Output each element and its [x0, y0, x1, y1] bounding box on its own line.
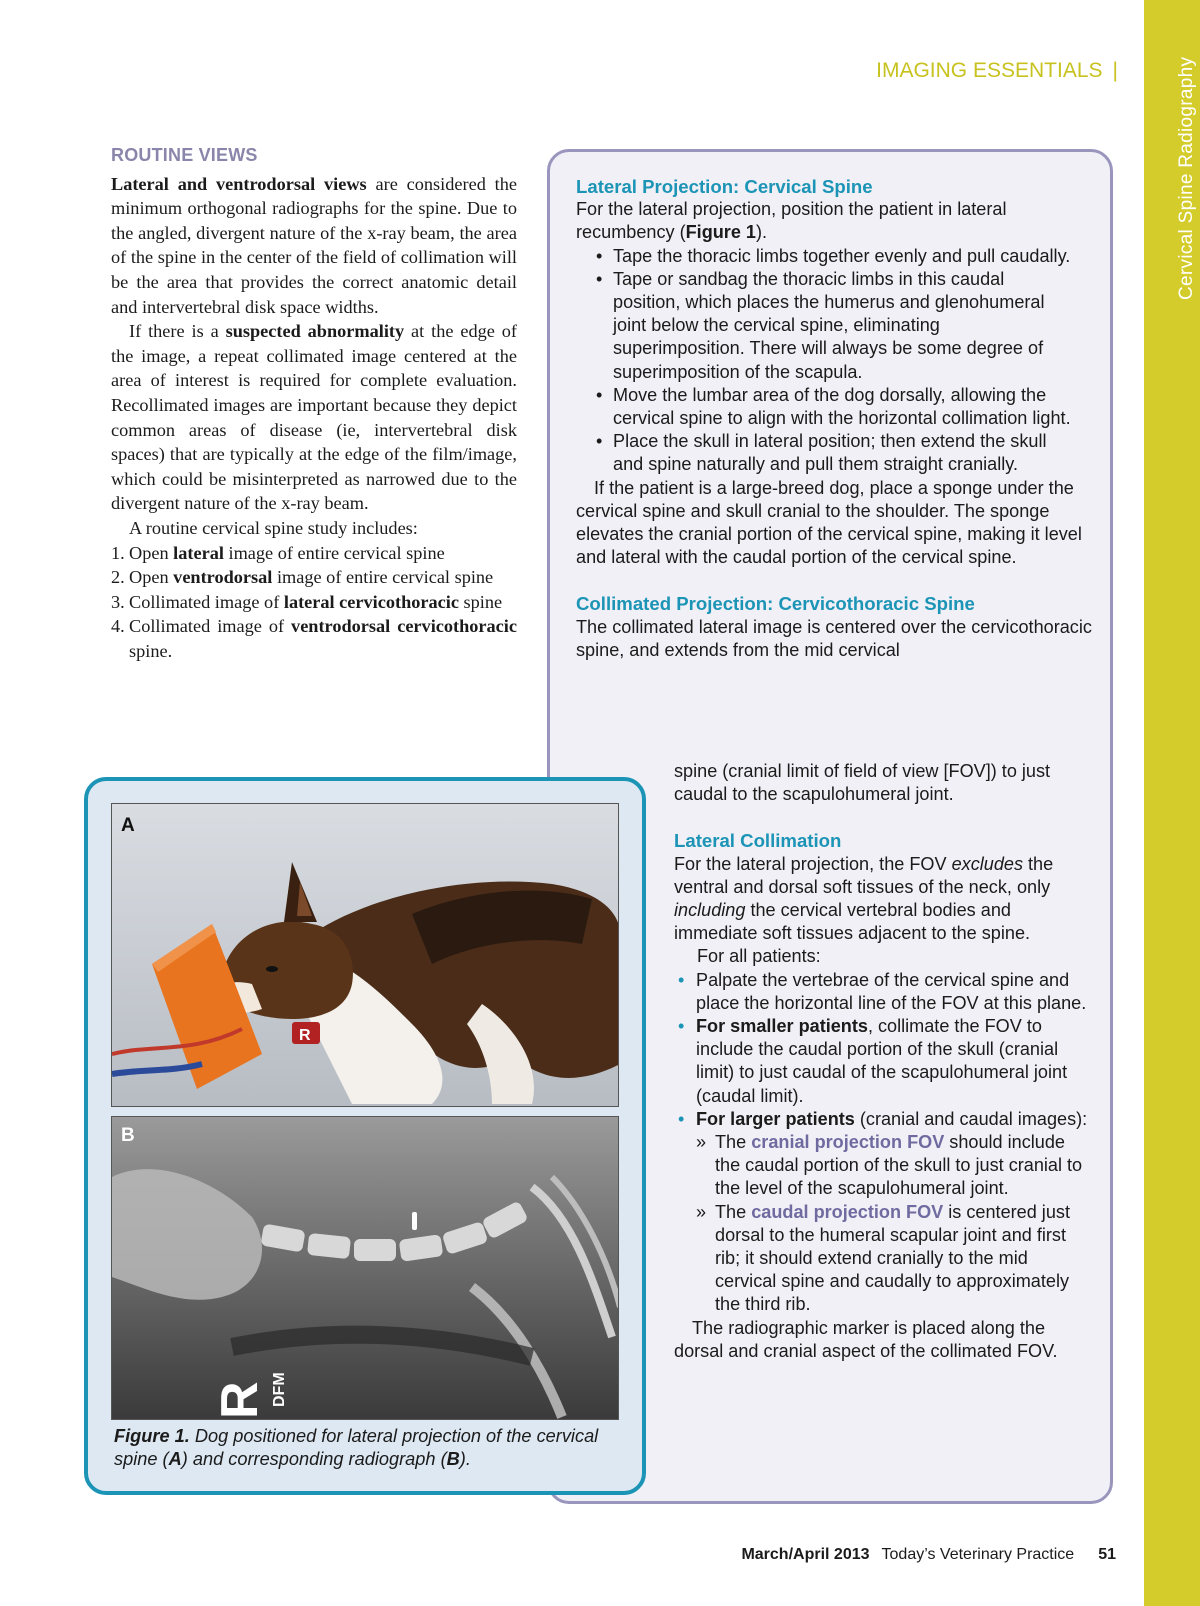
bullet-dot: • [678, 1016, 685, 1037]
list-text [129, 614, 517, 663]
text-run: the ventral and dorsal soft tissues of the neck, only [674, 853, 1054, 897]
spacer [674, 806, 1094, 829]
sub-bullet-item [696, 1201, 1094, 1317]
bullet-text: Move the lumbar area of the dog dorsally, allowing the cervical spine to align with the horizontal collimation light. [613, 384, 1071, 429]
emphasis: excludes [951, 853, 1023, 874]
figure-caption [114, 1425, 619, 1471]
paragraph [674, 853, 1094, 946]
text-run: For the lateral projection, the FOV [674, 853, 952, 874]
paragraph: The radiographic marker is placed along the dorsal and cranial aspect of the collimated FOV. [674, 1317, 1058, 1361]
bold-term: For larger patients [696, 1108, 855, 1129]
dog-photo-illustration [112, 804, 619, 1107]
subheading-lateral-collimation: Lateral Collimation [674, 830, 842, 852]
panel-label-b: B [121, 1125, 135, 1146]
caption-text: ) and corresponding radiograph ( [181, 1449, 447, 1469]
paragraph-continued: spine (cranial limit of field of view [FOV]) to just caudal to the scapulohumeral joint. [674, 761, 1051, 805]
sub-bullet-marker: » [696, 1132, 707, 1153]
paragraph [576, 198, 1096, 244]
figure-reference: Figure 1 [685, 222, 756, 243]
subheading-lateral-projection: Lateral Projection: Cervical Spine [576, 176, 873, 197]
text-run: Collimated image of [129, 591, 284, 612]
text-run: spine [458, 591, 503, 612]
text-run: is centered just dorsal to the humeral scapular joint and first rib; it should extend cranially to the mid cervical spine and caudally to approximately the third rib. [715, 1201, 1070, 1315]
sub-bullet-marker: » [696, 1201, 707, 1222]
text-run: image of entire cervical spine [223, 542, 445, 563]
list-number: 4. [111, 616, 125, 637]
bullet-dot: • [596, 431, 603, 452]
bold-term: Lateral and ventrodorsal views [111, 173, 367, 194]
bullet-dot: • [596, 268, 603, 289]
list-text [129, 541, 517, 566]
collimation-bullets [674, 969, 1094, 1317]
text-run: The [715, 1132, 752, 1153]
paragraph-3: A routine cervical spine study includes: [129, 517, 418, 538]
text-run: Collimated image of [129, 616, 292, 637]
bullet-text: , collimate the FOV to include the caudal portion of the skull (cranial limit) to just caudal of the scapulohumeral joint (caudal limit). [696, 1016, 1068, 1106]
list-number: 1. [111, 542, 125, 563]
text-run: ). [756, 222, 768, 243]
list-item [111, 541, 517, 566]
page-number: 51 [1098, 1546, 1116, 1563]
bullet-item [678, 1015, 1094, 1108]
panel-label-a: A [121, 815, 135, 836]
lateral-projection-section [576, 175, 1096, 662]
paragraph-2 [111, 319, 517, 516]
bold-term: For smaller patients [696, 1016, 868, 1037]
radiograph-marker-r: R [211, 1381, 269, 1419]
bold-term: lateral cervicothoracic [283, 591, 459, 612]
list-number: 2. [111, 567, 125, 588]
radiograph-illustration [112, 1117, 619, 1420]
caption-ref: A [168, 1449, 182, 1469]
list-item [111, 590, 517, 615]
bullet-text: Place the skull in lateral position; then extend the skull and spine naturally and pull them straight cranially. [613, 431, 1047, 475]
caption-text: Dog positioned for lateral projection of the cervical spine ( [114, 1426, 599, 1469]
radiograph-marker-initials: DFM [271, 1372, 288, 1407]
paragraph: For all patients: [697, 946, 821, 967]
bullet-item [596, 384, 1073, 430]
sub-bullet-item [696, 1131, 1094, 1201]
divider: | [1112, 59, 1118, 82]
subheading-collimated-projection: Collimated Projection: Cervicothoracic Spine [576, 593, 975, 615]
sub-bullets [696, 1131, 1094, 1317]
text-run: The [715, 1201, 752, 1222]
paragraph: The collimated lateral image is centered over the cervicothoracic spine, and extends from the mid cervical [576, 616, 1092, 660]
paragraph-text: at the edge of the image, a repeat collimated image centered at the area of interest is required for complete evaluation. Recollimated images are important because they depict common areas of disease (ie, intervertebral disk spaces) that are typically at the edge of the film/image, which could be misinterpreted as narrowed due to the divergent nature of the x-ray beam. [111, 321, 518, 514]
list-text [129, 590, 517, 615]
bullet-item [596, 268, 1073, 384]
bullet-text: (cranial and caudal images): [854, 1108, 1088, 1129]
bold-term: ventrodorsal cervicothoracic [291, 616, 517, 637]
running-head [876, 59, 1118, 83]
running-head-label: IMAGING ESSENTIALS [876, 59, 1103, 82]
bullet-dot: • [678, 1108, 685, 1129]
bold-term: lateral [173, 542, 224, 563]
bold-term: suspected abnormality [225, 321, 405, 342]
paragraph-text: If there is a [129, 321, 226, 342]
text-run: image of entire cervical spine [272, 567, 494, 588]
lateral-collimation-section [674, 760, 1094, 1363]
accent-term: caudal projection FOV [751, 1201, 944, 1222]
bullet-text: Tape the thoracic limbs together evenly and pull caudally. [613, 245, 1071, 266]
text-run: Open [129, 567, 174, 588]
text-run: Open [129, 542, 174, 563]
bullet-dot: • [596, 384, 603, 405]
text-run: spine. [129, 640, 173, 661]
photo-dog-positioned [111, 803, 619, 1107]
bullet-item [678, 1108, 1094, 1317]
accent-term: cranial projection FOV [751, 1132, 945, 1153]
positioning-bullets [576, 245, 1073, 477]
bullet-item [596, 245, 1073, 268]
caption-text: ). [459, 1449, 471, 1469]
paragraph-1 [111, 172, 517, 320]
spacer [576, 569, 1096, 592]
list-text [129, 565, 517, 590]
bullet-item [596, 430, 1073, 476]
issue-date: March/April 2013 [741, 1546, 870, 1563]
section-tab-title: Cervical Spine Radiography [1176, 56, 1197, 300]
marker-tag-letter: R [299, 1027, 311, 1044]
paragraph: If the patient is a large-breed dog, place a sponge under the cervical spine and skull cranial to the shoulder. The sponge elevates the cranial portion of the cervical spine, making it level and lateral with the caudal portion of the cervical spine. [576, 477, 1082, 568]
page-footer [741, 1546, 1116, 1564]
radiograph-image [111, 1116, 619, 1420]
text-run: For the lateral projection, position the patient in lateral recumbency ( [576, 199, 1007, 243]
bullet-text: Tape or sandbag the thoracic limbs in this caudal position, which places the humerus and glenohumeral joint below the cervical spine, eliminating superimposition. There will always be some degree of superimposition of the scapula. [613, 268, 1045, 382]
caption-lead: Figure 1. [114, 1426, 190, 1446]
emphasis: including [674, 900, 746, 921]
section-heading: ROUTINE VIEWS [111, 145, 258, 165]
bold-term: ventrodorsal [173, 567, 273, 588]
text-run: the cervical vertebral bodies and immediate soft tissues adjacent to the spine. [674, 900, 1031, 944]
bullet-dot: • [596, 245, 603, 266]
study-list [111, 541, 517, 664]
left-column [111, 143, 517, 663]
text-run: should include the caudal portion of the skull to just cranial to the level of the scapulohumeral joint. [715, 1132, 1083, 1199]
bullet-text: Palpate the vertebrae of the cervical spine and place the horizontal line of the FOV at this plane. [696, 969, 1087, 1013]
list-item [111, 614, 517, 663]
bullet-dot: • [678, 969, 685, 990]
paragraph-text: are considered the minimum orthogonal radiographs for the spine. Due to the angled, divergent nature of the x-ray beam, the area of the spine in the center of the field of collimation will be the area that provides the correct anatomic detail and intervertebral disk space widths. [111, 173, 517, 317]
caption-ref: B [446, 1449, 460, 1469]
list-item [111, 565, 517, 590]
publication-name: Today’s Veterinary Practice [881, 1546, 1075, 1563]
list-number: 3. [111, 591, 125, 612]
bullet-item [678, 969, 1094, 1015]
